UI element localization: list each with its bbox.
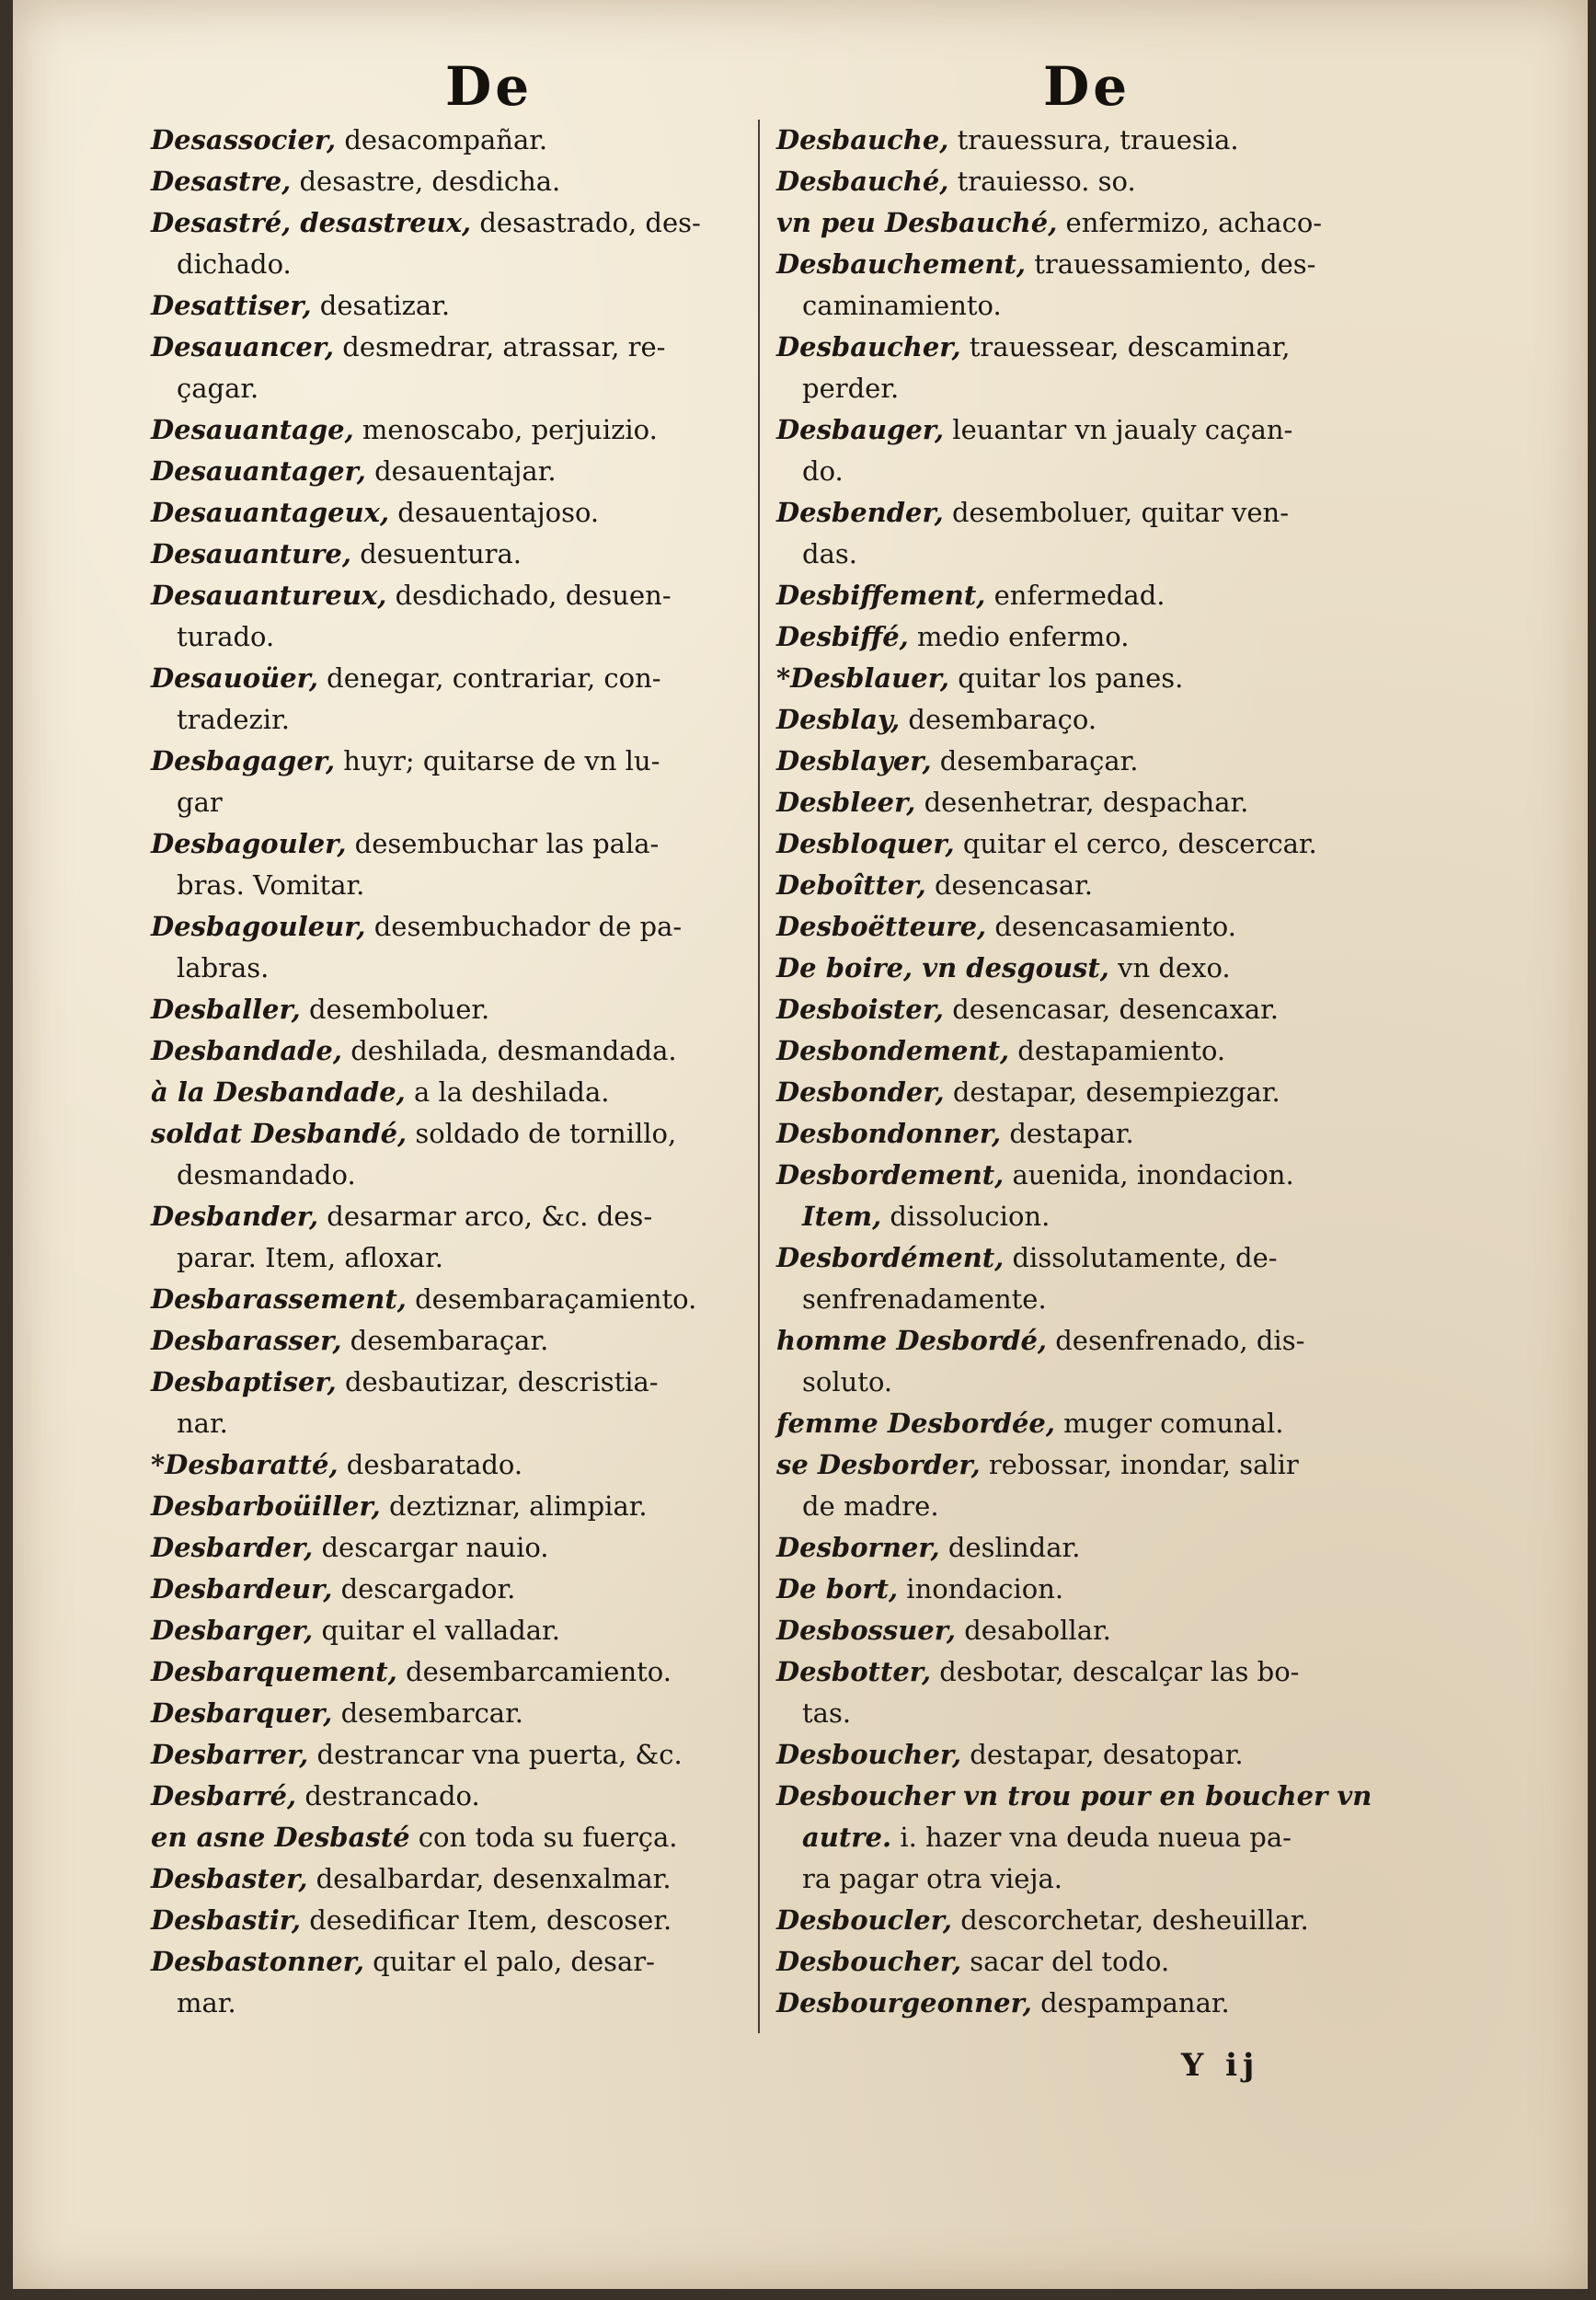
dictionary-entry <box>151 575 749 658</box>
definition: muger comunal. <box>1054 1408 1284 1439</box>
dictionary-entry <box>151 1817 749 1858</box>
dictionary-entry <box>151 1858 749 1900</box>
definition: desemboluer, quitar ven- <box>943 497 1290 528</box>
dictionary-entry <box>776 1237 1411 1320</box>
headword: Desbarré, <box>151 1780 297 1811</box>
headword: Desborner, <box>776 1532 940 1563</box>
headword: Desbander, <box>151 1201 319 1232</box>
definition-continuation: bras. Vomitar. <box>177 869 365 901</box>
headword: De bort, <box>776 1573 899 1604</box>
dictionary-entry <box>151 1279 749 1320</box>
definition: desembaraçamiento. <box>406 1283 697 1315</box>
definition: desbotar, descalçar las bo- <box>931 1656 1300 1687</box>
dictionary-entry <box>151 1569 749 1610</box>
definition: trauessura, trauesia. <box>948 124 1239 155</box>
definition-continuation: soluto. <box>802 1366 893 1397</box>
headword: Desbondonner, <box>776 1118 1002 1149</box>
definition: desembaraço. <box>900 704 1097 735</box>
headword: *Desbaratté, <box>151 1449 339 1480</box>
definition: enfermizo, achaco- <box>1057 207 1323 238</box>
definition: deshilada, desmandada. <box>341 1035 677 1066</box>
definition: desencasar, desencaxar. <box>944 994 1280 1025</box>
definition: desabollar. <box>956 1615 1111 1646</box>
headword: Desbondement, <box>776 1035 1010 1066</box>
definition: descargador. <box>332 1573 516 1604</box>
headword: en asne Desbasté <box>151 1822 410 1853</box>
definition-continuation: gar <box>177 787 223 818</box>
dictionary-entry <box>151 120 749 161</box>
definition-continuation: desmandado. <box>177 1159 356 1190</box>
headword: Desastré, desastreux, <box>151 207 472 238</box>
headword: Desboister, <box>776 994 945 1025</box>
headword: Desattiser, <box>151 290 312 321</box>
dictionary-entry <box>151 823 749 906</box>
headword: Item, <box>802 1201 882 1232</box>
dictionary-entry <box>151 1362 749 1444</box>
headword: se Desborder, <box>776 1449 981 1480</box>
definition-continuation: parar. Item, afloxar. <box>177 1242 443 1273</box>
dictionary-entry <box>776 658 1411 699</box>
headword: Desbagouler, <box>151 828 347 859</box>
headword: Desbarboüiller, <box>151 1490 381 1522</box>
definition-continuation: labras. <box>177 952 270 983</box>
definition: desbaratado. <box>338 1449 523 1480</box>
dictionary-entry <box>776 1155 1411 1196</box>
headword: Desbastir, <box>151 1904 301 1936</box>
dictionary-entry <box>151 1651 749 1693</box>
dictionary-entry <box>151 1610 749 1651</box>
definition: denegar, contrariar, con- <box>317 662 661 694</box>
definition: destrancado. <box>296 1780 480 1811</box>
definition: desembarcamiento. <box>396 1656 672 1687</box>
definition: dissolucion. <box>881 1201 1051 1232</box>
dictionary-entry <box>776 782 1411 823</box>
headword: Desbonder, <box>776 1076 945 1108</box>
definition: desedificar Item, descoser. <box>301 1904 672 1936</box>
definition-continuation: perder. <box>802 373 900 404</box>
definition-continuation: do. <box>802 455 844 487</box>
dictionary-entry <box>151 1527 749 1569</box>
definition: trauessamiento, des- <box>1025 248 1316 280</box>
definition: desalbardar, desenxalmar. <box>307 1863 672 1894</box>
definition-continuation: de madre. <box>802 1490 939 1522</box>
definition: menoscabo, perjuizio. <box>353 414 658 445</box>
dictionary-entry <box>151 285 749 327</box>
dictionary-entry <box>151 1320 749 1362</box>
headword: Desbauger, <box>776 414 945 445</box>
dictionary-entry <box>776 327 1411 409</box>
dictionary-entry <box>151 409 749 451</box>
dictionary-entry <box>776 1569 1411 1610</box>
definition: desatizar. <box>311 290 451 321</box>
dictionary-entry <box>151 989 749 1030</box>
definition-continuation: ra pagar otra vieja. <box>802 1863 1062 1894</box>
left-column <box>151 120 749 2024</box>
headword: Desbaucher, <box>776 331 961 362</box>
headword: Desbauchement, <box>776 248 1026 280</box>
headword: Desbourgeonner, <box>776 1987 1032 2018</box>
running-head-right: De <box>1043 55 1131 118</box>
definition: trauiesso. so. <box>948 166 1136 197</box>
dictionary-entry <box>151 1486 749 1527</box>
dictionary-entry <box>151 741 749 823</box>
definition: desembaraçar. <box>341 1325 549 1356</box>
definition: desarmar arco, &c. des- <box>318 1201 653 1232</box>
dictionary-entry <box>776 1196 1411 1237</box>
headword: Desbossuer, <box>776 1615 956 1646</box>
headword: vn peu Desbauché, <box>776 207 1058 238</box>
dictionary-entry <box>776 1320 1411 1403</box>
definition: desemboluer. <box>300 994 490 1025</box>
definition: desuentura. <box>350 538 522 569</box>
definition: auenida, inondacion. <box>1004 1159 1294 1190</box>
definition: desastrado, des- <box>471 207 701 238</box>
headword: Desauanture, <box>151 538 351 569</box>
definition: despampanar. <box>1031 1987 1230 2018</box>
definition: deslindar. <box>939 1532 1081 1563</box>
headword: Desastre, <box>151 166 292 197</box>
headword: Desauantureux, <box>151 580 387 611</box>
headword: femme Desbordée, <box>776 1408 1055 1439</box>
headword: Desbarasser, <box>151 1325 342 1356</box>
definition: desdichado, desuen- <box>386 580 672 611</box>
definition: i. hazer vna deuda nueua pa- <box>891 1822 1292 1853</box>
definition: trauessear, descaminar, <box>960 331 1291 362</box>
headword: Desbender, <box>776 497 944 528</box>
definition: desencasamiento. <box>986 911 1236 942</box>
headword: *Desblauer, <box>776 662 949 694</box>
definition: desacompañar. <box>336 124 548 155</box>
dictionary-entry <box>776 1900 1411 1941</box>
dictionary-entry <box>776 244 1411 327</box>
dictionary-entry <box>776 1444 1411 1527</box>
dictionary-entry <box>151 1030 749 1072</box>
headword: Desauoüer, <box>151 662 318 694</box>
dictionary-entry <box>776 1403 1411 1444</box>
headword: Desballer, <box>151 994 301 1025</box>
headword: Desbardeur, <box>151 1573 333 1604</box>
dictionary-entry <box>776 1651 1411 1734</box>
dictionary-entry <box>776 120 1411 161</box>
headword-continuation: autre. <box>802 1822 892 1853</box>
dictionary-entry <box>151 327 749 409</box>
definition-continuation: mar. <box>177 1987 236 2018</box>
headword: Desassocier, <box>151 124 337 155</box>
column-divider <box>758 120 760 2033</box>
dictionary-entry <box>776 1734 1411 1776</box>
headword: Desboucher, <box>776 1739 962 1770</box>
definition: desbautizar, descristia- <box>336 1366 659 1397</box>
definition: medio enfermo. <box>908 621 1130 652</box>
headword: Desbarquer, <box>151 1697 333 1729</box>
dictionary-entry <box>151 1072 749 1113</box>
headword: Desbordement, <box>776 1159 1005 1190</box>
dictionary-entry <box>776 1113 1411 1155</box>
definition: enfermedad. <box>985 580 1165 611</box>
definition: quitar el cerco, descercar. <box>954 828 1317 859</box>
headword: Desbauche, <box>776 124 949 155</box>
signature-mark: Y ij <box>1181 2047 1260 2084</box>
definition: desastre, desdicha. <box>291 166 561 197</box>
headword: Desbauché, <box>776 166 949 197</box>
definition-continuation: çagar. <box>177 373 259 404</box>
definition: a la deshilada. <box>405 1076 610 1108</box>
definition-continuation: tas. <box>802 1697 852 1729</box>
headword: Desbloquer, <box>776 828 955 859</box>
dictionary-entry <box>151 534 749 575</box>
headword: Desbarger, <box>151 1615 314 1646</box>
dictionary-entry <box>151 1693 749 1734</box>
headword: Desauantageux, <box>151 497 390 528</box>
definition: desauentajoso. <box>389 497 600 528</box>
dictionary-entry <box>151 451 749 492</box>
headword: Desboëtteure, <box>776 911 987 942</box>
headword: Desboucler, <box>776 1904 953 1936</box>
running-head-left: De <box>445 55 534 118</box>
definition: dissolutamente, de- <box>1004 1242 1278 1273</box>
definition: desembuchador de pa- <box>365 911 683 942</box>
dictionary-entry <box>151 1113 749 1196</box>
definition: destrancar vna puerta, &c. <box>308 1739 683 1770</box>
definition: descorchetar, desheuillar. <box>952 1904 1309 1936</box>
headword: à la Desbandade, <box>151 1076 406 1108</box>
headword: Desbiffement, <box>776 580 986 611</box>
definition: descargar nauio. <box>313 1532 549 1563</box>
headword: Desbarder, <box>151 1532 314 1563</box>
headword: Desblay, <box>776 704 901 735</box>
dictionary-entry <box>776 1941 1411 1983</box>
headword: Desbaptiser, <box>151 1366 337 1397</box>
definition-continuation: dichado. <box>177 248 292 280</box>
definition: deztiznar, alimpiar. <box>380 1490 648 1522</box>
headword: soldat Desbandé, <box>151 1118 408 1149</box>
dictionary-entry <box>776 409 1411 492</box>
definition: quitar el valladar. <box>313 1615 560 1646</box>
dictionary-entry <box>151 906 749 989</box>
definition: con toda su fuerça. <box>409 1822 678 1853</box>
definition: leuantar vn jaualy caçan- <box>944 414 1293 445</box>
dictionary-entry <box>776 1776 1411 1900</box>
definition-continuation: das. <box>802 538 857 569</box>
headword: Desbotter, <box>776 1656 932 1687</box>
definition: quitar el palo, desar- <box>363 1946 655 1977</box>
headword: De boire, vn desgoust, <box>776 952 1109 983</box>
headword: Desauantager, <box>151 455 366 487</box>
dictionary-entry <box>151 1900 749 1941</box>
headword: Desauancer, <box>151 331 335 362</box>
headword: homme Desbordé, <box>776 1325 1047 1356</box>
definition-continuation: turado. <box>177 621 275 652</box>
headword: Desbastonner, <box>151 1946 364 1977</box>
dictionary-entry <box>776 616 1411 658</box>
dictionary-entry <box>776 823 1411 865</box>
definition-continuation: nar. <box>177 1408 228 1439</box>
dictionary-entry <box>776 1983 1411 2024</box>
headword: Desbaster, <box>151 1863 308 1894</box>
dictionary-entry <box>776 1610 1411 1651</box>
headword: Desbleer, <box>776 787 916 818</box>
dictionary-entry <box>151 1444 749 1486</box>
dictionary-entry <box>776 699 1411 741</box>
headword: Desboucher, <box>776 1946 962 1977</box>
definition: destapar, desempiezgar. <box>944 1076 1280 1108</box>
definition: desenhetrar, despachar. <box>915 787 1249 818</box>
dictionary-entry <box>776 492 1411 575</box>
definition-continuation <box>776 1817 1411 1858</box>
headword: Desbiffé, <box>776 621 909 652</box>
headword: Desbarassement, <box>151 1283 407 1315</box>
dictionary-entry <box>151 1941 749 2024</box>
headword: Desboucher vn trou pour en boucher vn <box>776 1780 1372 1811</box>
definition: quitar los panes. <box>948 662 1184 694</box>
headword: Desblayer, <box>776 745 932 776</box>
dictionary-entry <box>151 658 749 741</box>
dictionary-entry <box>776 575 1411 616</box>
definition: rebossar, inondar, salir <box>980 1449 1299 1480</box>
definition-continuation: tradezir. <box>177 704 290 735</box>
headword: Desbagager, <box>151 745 336 776</box>
definition: desembuchar las pala- <box>346 828 660 859</box>
definition: soldado de tornillo, <box>407 1118 677 1149</box>
definition: desencasar. <box>925 869 1094 901</box>
dictionary-entry <box>776 906 1411 948</box>
headword: Desbarrer, <box>151 1739 309 1770</box>
dictionary-entry <box>151 1196 749 1279</box>
definition: destapar, desatopar. <box>961 1739 1244 1770</box>
dictionary-entry <box>776 865 1411 906</box>
definition: huyr; quitarse de vn lu- <box>335 745 660 776</box>
dictionary-entry <box>776 202 1411 244</box>
dictionary-entry <box>151 161 749 202</box>
headword: Deboîtter, <box>776 869 926 901</box>
definition: vn dexo. <box>1108 952 1231 983</box>
dictionary-entry <box>776 741 1411 782</box>
headword: Desbandade, <box>151 1035 342 1066</box>
definition: desmedrar, atrassar, re- <box>334 331 666 362</box>
headword: Desbordément, <box>776 1242 1005 1273</box>
definition: desembarcar. <box>332 1697 523 1729</box>
dictionary-entry <box>151 1734 749 1776</box>
definition: desauentajar. <box>365 455 557 487</box>
definition: sacar del todo. <box>961 1946 1170 1977</box>
dictionary-entry <box>776 948 1411 989</box>
headword: Desbagouleur, <box>151 911 366 942</box>
definition: destapamiento. <box>1009 1035 1226 1066</box>
dictionary-entry <box>776 1030 1411 1072</box>
dictionary-entry <box>151 1776 749 1817</box>
headword: Desauantage, <box>151 414 354 445</box>
definition-continuation: senfrenadamente. <box>802 1283 1047 1315</box>
dictionary-entry <box>151 202 749 285</box>
definition: desenfrenado, dis- <box>1047 1325 1305 1356</box>
dictionary-entry <box>776 161 1411 202</box>
headword: Desbarquement, <box>151 1656 397 1687</box>
definition-continuation: caminamiento. <box>802 290 1002 321</box>
definition: desembaraçar. <box>931 745 1139 776</box>
right-column <box>776 120 1411 2024</box>
definition: inondacion. <box>898 1573 1064 1604</box>
dictionary-page <box>13 0 1588 2289</box>
dictionary-entry <box>776 989 1411 1030</box>
definition: destapar. <box>1001 1118 1134 1149</box>
dictionary-entry <box>776 1527 1411 1569</box>
dictionary-entry <box>151 492 749 534</box>
dictionary-entry <box>776 1072 1411 1113</box>
